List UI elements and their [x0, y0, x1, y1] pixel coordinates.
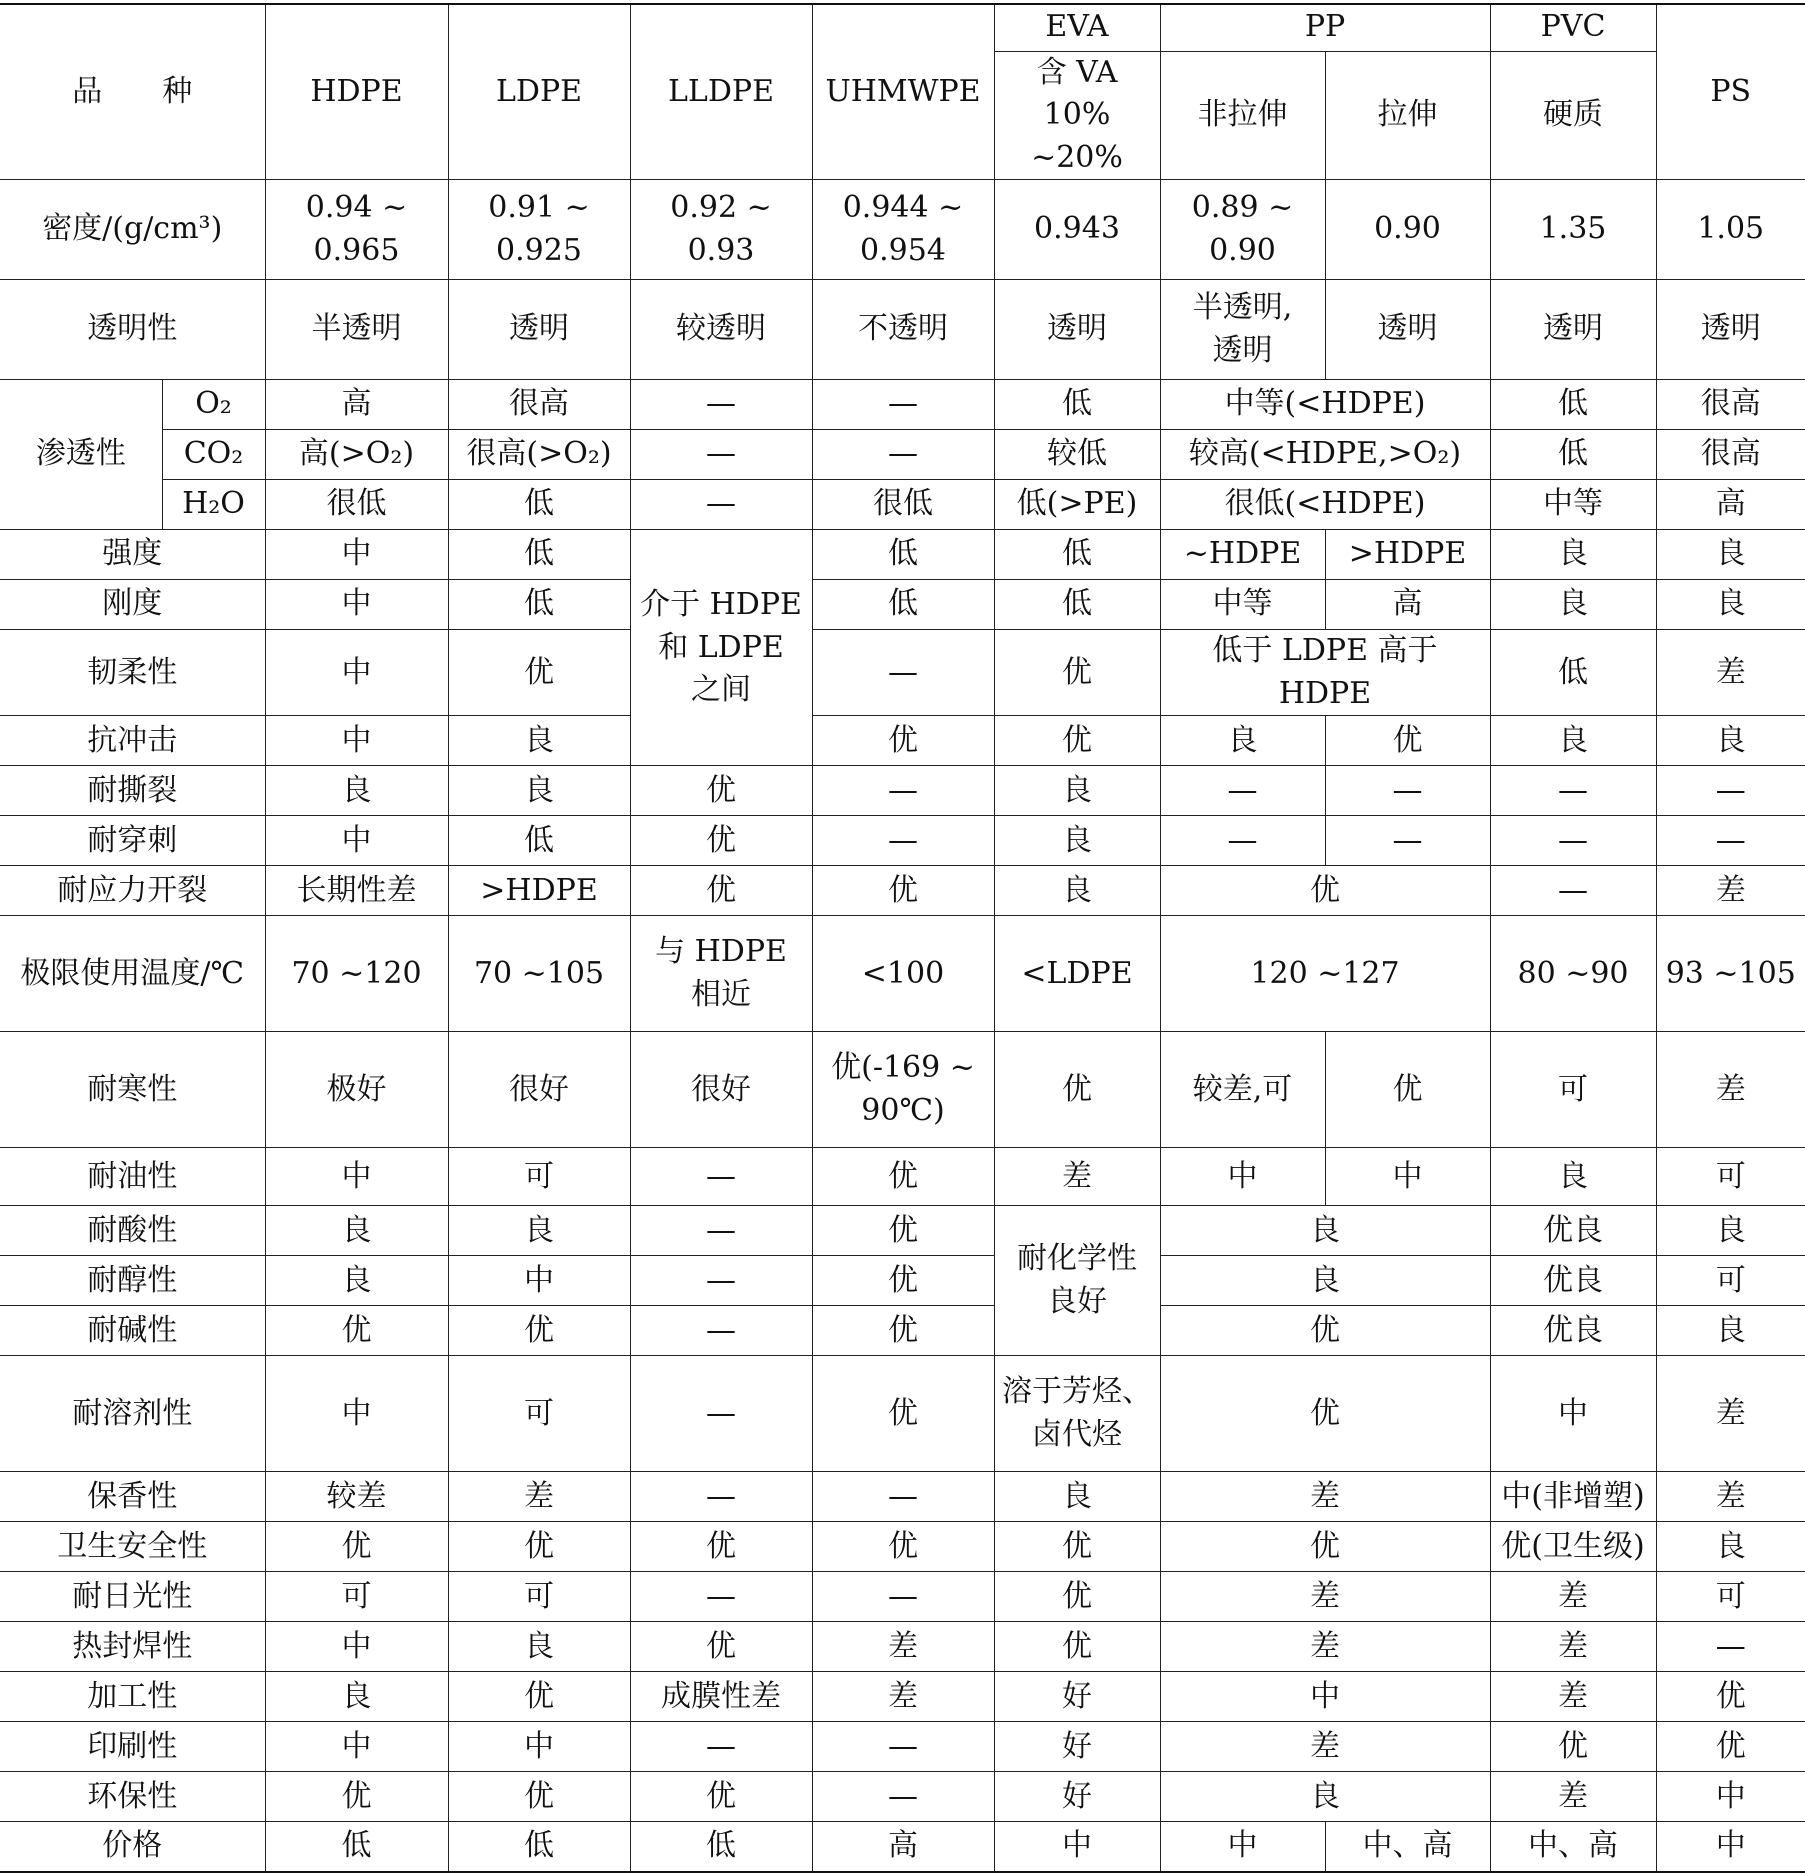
alkali-ps: 良	[1656, 1306, 1805, 1356]
permeability-h2o-uhmwpe: 很低	[812, 480, 994, 530]
stiffness-ldpe: 低	[448, 580, 630, 630]
temp-pvc: 80 ~90	[1490, 916, 1656, 1032]
acid-hdpe: 良	[265, 1206, 448, 1256]
temp-lldpe-line1: 与 HDPE	[655, 934, 787, 970]
temp-eva: <LDPE	[994, 916, 1160, 1032]
strength-hdpe: 中	[265, 530, 448, 580]
print-ldpe: 中	[448, 1722, 630, 1772]
temp-uhmwpe: <100	[812, 916, 994, 1032]
density-uhmwpe-line1: 0.944 ~	[842, 190, 964, 226]
tear-ldpe: 良	[448, 766, 630, 816]
stiffness-eva: 低	[994, 580, 1160, 630]
acid-label: 耐酸性	[0, 1206, 265, 1256]
impact-pp-str: 优	[1325, 716, 1490, 766]
tear-pp-non: —	[1160, 766, 1325, 816]
impact-uhmwpe: 优	[812, 716, 994, 766]
cold-lldpe: 很好	[630, 1032, 812, 1148]
eco-ps: 中	[1656, 1772, 1805, 1822]
strength-pp-non: ~HDPE	[1160, 530, 1325, 580]
lldpe-between-line2: 和 LDPE	[658, 629, 784, 665]
print-lldpe: —	[630, 1722, 812, 1772]
puncture-pp-non: —	[1160, 816, 1325, 866]
density-eva: 0.943	[994, 180, 1160, 280]
permeability-o2-eva: 低	[994, 380, 1160, 430]
impact-pp-non: 良	[1160, 716, 1325, 766]
price-hdpe: 低	[265, 1822, 448, 1872]
heat-seal-lldpe: 优	[630, 1622, 812, 1672]
sunlight-ldpe: 可	[448, 1572, 630, 1622]
eva-chem-line1: 耐化学性	[1017, 1241, 1137, 1277]
aroma-lldpe: —	[630, 1472, 812, 1522]
alcohol-pvc: 优良	[1490, 1256, 1656, 1306]
process-hdpe: 良	[265, 1672, 448, 1722]
solvent-hdpe: 中	[265, 1356, 448, 1472]
header-pp-stretch: 拉伸	[1325, 51, 1490, 180]
permeability-h2o-pp: 很低(<HDPE)	[1160, 480, 1490, 530]
heat-seal-uhmwpe: 差	[812, 1622, 994, 1672]
heat-seal-ps: —	[1656, 1622, 1805, 1672]
header-pvc-rigid: 硬质	[1490, 51, 1656, 180]
permeability-co2-hdpe: 高(>O₂)	[265, 430, 448, 480]
hygiene-ldpe: 优	[448, 1522, 630, 1572]
alkali-uhmwpe: 优	[812, 1306, 994, 1356]
temp-ldpe: 70 ~105	[448, 916, 630, 1032]
impact-ldpe: 良	[448, 716, 630, 766]
puncture-uhmwpe: —	[812, 816, 994, 866]
tear-lldpe: 优	[630, 766, 812, 816]
cold-pp-non: 较差,可	[1160, 1032, 1325, 1148]
process-pvc: 差	[1490, 1672, 1656, 1722]
density-ps: 1.05	[1656, 180, 1805, 280]
cold-ps: 差	[1656, 1032, 1805, 1148]
permeability-o2-lldpe: —	[630, 380, 812, 430]
permeability-h2o-ps: 高	[1656, 480, 1805, 530]
density-hdpe-line2: 0.965	[313, 232, 400, 268]
temp-ps: 93 ~105	[1656, 916, 1805, 1032]
oil-uhmwpe: 优	[812, 1148, 994, 1206]
puncture-pp-str: —	[1325, 816, 1490, 866]
heat-seal-label: 热封焊性	[0, 1622, 265, 1672]
eco-hdpe: 优	[265, 1772, 448, 1822]
process-uhmwpe: 差	[812, 1672, 994, 1722]
header-eva: EVA	[994, 4, 1160, 51]
permeability-h2o-ldpe: 低	[448, 480, 630, 530]
eco-pvc: 差	[1490, 1772, 1656, 1822]
properties-table	[0, 3, 1805, 1873]
solvent-pvc: 中	[1490, 1356, 1656, 1472]
oil-ldpe: 可	[448, 1148, 630, 1206]
stress-crack-ps: 差	[1656, 866, 1805, 916]
alkali-ldpe: 优	[448, 1306, 630, 1356]
header-ps: PS	[1656, 4, 1805, 180]
sunlight-uhmwpe: —	[812, 1572, 994, 1622]
strength-uhmwpe: 低	[812, 530, 994, 580]
acid-pvc: 优良	[1490, 1206, 1656, 1256]
cold-uhmwpe-line2: 90℃)	[861, 1092, 945, 1128]
temp-lldpe-line2: 相近	[691, 976, 751, 1012]
permeability-o2-pvc: 低	[1490, 380, 1656, 430]
density-pvc: 1.35	[1490, 180, 1656, 280]
price-lldpe: 低	[630, 1822, 812, 1872]
cold-eva: 优	[994, 1032, 1160, 1148]
density-lldpe-line2: 0.93	[687, 232, 755, 268]
sunlight-pp: 差	[1160, 1572, 1490, 1622]
process-pp: 中	[1160, 1672, 1490, 1722]
header-lldpe: LLDPE	[630, 4, 812, 180]
density-hdpe	[265, 180, 448, 280]
aroma-ps: 差	[1656, 1472, 1805, 1522]
stress-crack-lldpe: 优	[630, 866, 812, 916]
header-pp: PP	[1160, 4, 1490, 51]
density-lldpe-line1: 0.92 ~	[670, 190, 772, 226]
print-hdpe: 中	[265, 1722, 448, 1772]
tear-pvc: —	[1490, 766, 1656, 816]
strength-pvc: 良	[1490, 530, 1656, 580]
header-ldpe: LDPE	[448, 4, 630, 180]
toughness-uhmwpe: —	[812, 630, 994, 716]
permeability-o2-uhmwpe: —	[812, 380, 994, 430]
transparency-pp-str: 透明	[1325, 280, 1490, 380]
puncture-pvc: —	[1490, 816, 1656, 866]
cold-label: 耐寒性	[0, 1032, 265, 1148]
stress-crack-eva: 良	[994, 866, 1160, 916]
stress-crack-pp: 优	[1160, 866, 1490, 916]
stiffness-pp-str: 高	[1325, 580, 1490, 630]
transparency-uhmwpe: 不透明	[812, 280, 994, 380]
header-eva-sub	[994, 51, 1160, 180]
stiffness-pp-non: 中等	[1160, 580, 1325, 630]
stiffness-ps: 良	[1656, 580, 1805, 630]
eco-label: 环保性	[0, 1772, 265, 1822]
alkali-pp: 优	[1160, 1306, 1490, 1356]
temp-label: 极限使用温度/℃	[0, 916, 265, 1032]
puncture-eva: 良	[994, 816, 1160, 866]
oil-label: 耐油性	[0, 1148, 265, 1206]
alcohol-pp: 良	[1160, 1256, 1490, 1306]
process-ldpe: 优	[448, 1672, 630, 1722]
alcohol-ps: 可	[1656, 1256, 1805, 1306]
toughness-eva: 优	[994, 630, 1160, 716]
price-ldpe: 低	[448, 1822, 630, 1872]
alkali-hdpe: 优	[265, 1306, 448, 1356]
eva-chem-line2: 良好	[1047, 1283, 1107, 1319]
tear-pp-str: —	[1325, 766, 1490, 816]
temp-pp: 120 ~127	[1160, 916, 1490, 1032]
impact-eva: 优	[994, 716, 1160, 766]
oil-pp-str: 中	[1325, 1148, 1490, 1206]
density-ldpe	[448, 180, 630, 280]
alcohol-ldpe: 中	[448, 1256, 630, 1306]
heat-seal-hdpe: 中	[265, 1622, 448, 1672]
stiffness-label: 刚度	[0, 580, 265, 630]
sunlight-pvc: 差	[1490, 1572, 1656, 1622]
toughness-pp: 低于 LDPE 高于 HDPE	[1160, 630, 1490, 716]
header-eva-sub-line1: 含 VA	[1036, 54, 1118, 90]
cold-uhmwpe-line1: 优(-169 ~	[831, 1050, 975, 1086]
solvent-uhmwpe: 优	[812, 1356, 994, 1472]
price-label: 价格	[0, 1822, 265, 1872]
transparency-pp-non-line1: 半透明,	[1192, 290, 1293, 326]
puncture-lldpe: 优	[630, 816, 812, 866]
density-pp-non-line1: 0.89 ~	[1191, 190, 1294, 226]
alkali-lldpe: —	[630, 1306, 812, 1356]
density-ldpe-line1: 0.91 ~	[488, 190, 590, 226]
toughness-ldpe: 优	[448, 630, 630, 716]
eco-eva: 好	[994, 1772, 1160, 1822]
process-ps: 优	[1656, 1672, 1805, 1722]
permeability-o2-ps: 很高	[1656, 380, 1805, 430]
transparency-pvc: 透明	[1490, 280, 1656, 380]
permeability-o2-ldpe: 很高	[448, 380, 630, 430]
price-uhmwpe: 高	[812, 1822, 994, 1872]
density-pp-str: 0.90	[1325, 180, 1490, 280]
density-hdpe-line1: 0.94 ~	[305, 190, 408, 226]
print-pp: 差	[1160, 1722, 1490, 1772]
impact-ps: 良	[1656, 716, 1805, 766]
price-ps: 中	[1656, 1822, 1805, 1872]
acid-lldpe: —	[630, 1206, 812, 1256]
oil-pvc: 良	[1490, 1148, 1656, 1206]
eco-ldpe: 优	[448, 1772, 630, 1822]
header-pp-nonstretch: 非拉伸	[1160, 51, 1325, 180]
solvent-lldpe: —	[630, 1356, 812, 1472]
lldpe-between-line3: 之间	[691, 672, 751, 708]
density-uhmwpe-line2: 0.954	[860, 232, 946, 268]
permeability-label: 渗透性	[0, 380, 162, 530]
permeability-h2o-hdpe: 很低	[265, 480, 448, 530]
sunlight-hdpe: 可	[265, 1572, 448, 1622]
acid-ldpe: 良	[448, 1206, 630, 1256]
solvent-label: 耐溶剂性	[0, 1356, 265, 1472]
toughness-hdpe: 中	[265, 630, 448, 716]
density-label: 密度/(g/cm³)	[0, 180, 265, 280]
cold-pp-str: 优	[1325, 1032, 1490, 1148]
transparency-ps: 透明	[1656, 280, 1805, 380]
stress-crack-ldpe: >HDPE	[448, 866, 630, 916]
puncture-hdpe: 中	[265, 816, 448, 866]
alkali-pvc: 优良	[1490, 1306, 1656, 1356]
transparency-lldpe: 较透明	[630, 280, 812, 380]
stiffness-uhmwpe: 低	[812, 580, 994, 630]
permeability-o2-gas: O₂	[162, 380, 265, 430]
stress-crack-hdpe: 长期性差	[265, 866, 448, 916]
permeability-co2-gas: CO₂	[162, 430, 265, 480]
sunlight-eva: 优	[994, 1572, 1160, 1622]
oil-pp-non: 中	[1160, 1148, 1325, 1206]
hygiene-eva: 优	[994, 1522, 1160, 1572]
toughness-pvc: 低	[1490, 630, 1656, 716]
permeability-h2o-eva: 低(>PE)	[994, 480, 1160, 530]
header-variety: 品 种	[0, 4, 265, 180]
solvent-pp: 优	[1160, 1356, 1490, 1472]
aroma-eva: 良	[994, 1472, 1160, 1522]
print-pvc: 优	[1490, 1722, 1656, 1772]
transparency-pp-non-line2: 透明	[1212, 332, 1273, 368]
solvent-eva-line2: 卤代烃	[1032, 1416, 1122, 1452]
density-pp-non-line2: 0.90	[1209, 232, 1276, 268]
solvent-eva	[994, 1356, 1160, 1472]
cold-hdpe: 极好	[265, 1032, 448, 1148]
permeability-o2-hdpe: 高	[265, 380, 448, 430]
acid-pp: 良	[1160, 1206, 1490, 1256]
cold-pvc: 可	[1490, 1032, 1656, 1148]
hygiene-pp: 优	[1160, 1522, 1490, 1572]
lldpe-between-line1: 介于 HDPE	[640, 586, 802, 622]
alcohol-label: 耐醇性	[0, 1256, 265, 1306]
cold-ldpe: 很好	[448, 1032, 630, 1148]
hygiene-hdpe: 优	[265, 1522, 448, 1572]
impact-label: 抗冲击	[0, 716, 265, 766]
permeability-co2-pp: 较高(<HDPE,>O₂)	[1160, 430, 1490, 480]
tear-uhmwpe: —	[812, 766, 994, 816]
strength-pp-str: >HDPE	[1325, 530, 1490, 580]
density-pp-non	[1160, 180, 1325, 280]
transparency-ldpe: 透明	[448, 280, 630, 380]
toughness-label: 韧柔性	[0, 630, 265, 716]
oil-lldpe: —	[630, 1148, 812, 1206]
process-eva: 好	[994, 1672, 1160, 1722]
aroma-pp: 差	[1160, 1472, 1490, 1522]
permeability-o2-pp: 中等(<HDPE)	[1160, 380, 1490, 430]
transparency-label: 透明性	[0, 280, 265, 380]
header-uhmwpe: UHMWPE	[812, 4, 994, 180]
solvent-eva-line1: 溶于芳烃、	[1002, 1374, 1152, 1410]
print-label: 印刷性	[0, 1722, 265, 1772]
process-lldpe: 成膜性差	[630, 1672, 812, 1722]
solvent-ps: 差	[1656, 1356, 1805, 1472]
hygiene-lldpe: 优	[630, 1522, 812, 1572]
strength-ldpe: 低	[448, 530, 630, 580]
eva-chem-note	[994, 1206, 1160, 1356]
lldpe-between-note	[630, 530, 812, 766]
permeability-h2o-lldpe: —	[630, 480, 812, 530]
hygiene-uhmwpe: 优	[812, 1522, 994, 1572]
permeability-co2-eva: 较低	[994, 430, 1160, 480]
hygiene-ps: 良	[1656, 1522, 1805, 1572]
print-uhmwpe: —	[812, 1722, 994, 1772]
aroma-uhmwpe: —	[812, 1472, 994, 1522]
tear-label: 耐撕裂	[0, 766, 265, 816]
strength-label: 强度	[0, 530, 265, 580]
tear-eva: 良	[994, 766, 1160, 816]
aroma-pvc: 中(非增塑)	[1490, 1472, 1656, 1522]
tear-hdpe: 良	[265, 766, 448, 816]
header-eva-sub-line2: 10% ~20%	[1031, 97, 1123, 175]
heat-seal-pvc: 差	[1490, 1622, 1656, 1672]
aroma-hdpe: 较差	[265, 1472, 448, 1522]
alcohol-lldpe: —	[630, 1256, 812, 1306]
strength-eva: 低	[994, 530, 1160, 580]
permeability-co2-uhmwpe: —	[812, 430, 994, 480]
permeability-co2-pvc: 低	[1490, 430, 1656, 480]
density-ldpe-line2: 0.925	[496, 232, 582, 268]
density-uhmwpe	[812, 180, 994, 280]
heat-seal-eva: 优	[994, 1622, 1160, 1672]
cold-uhmwpe	[812, 1032, 994, 1148]
permeability-co2-lldpe: —	[630, 430, 812, 480]
process-label: 加工性	[0, 1672, 265, 1722]
price-pp-non: 中	[1160, 1822, 1325, 1872]
alkali-label: 耐碱性	[0, 1306, 265, 1356]
heat-seal-pp: 差	[1160, 1622, 1490, 1672]
sunlight-lldpe: —	[630, 1572, 812, 1622]
permeability-co2-ps: 很高	[1656, 430, 1805, 480]
permeability-co2-ldpe: 很高(>O₂)	[448, 430, 630, 480]
strength-ps: 良	[1656, 530, 1805, 580]
aroma-ldpe: 差	[448, 1472, 630, 1522]
permeability-h2o-gas: H₂O	[162, 480, 265, 530]
heat-seal-ldpe: 良	[448, 1622, 630, 1672]
permeability-h2o-pvc: 中等	[1490, 480, 1656, 530]
stress-crack-pvc: —	[1490, 866, 1656, 916]
header-hdpe: HDPE	[265, 4, 448, 180]
transparency-hdpe: 半透明	[265, 280, 448, 380]
print-eva: 好	[994, 1722, 1160, 1772]
stiffness-pvc: 良	[1490, 580, 1656, 630]
hygiene-pvc: 优(卫生级)	[1490, 1522, 1656, 1572]
header-pvc: PVC	[1490, 4, 1656, 51]
aroma-label: 保香性	[0, 1472, 265, 1522]
temp-hdpe: 70 ~120	[265, 916, 448, 1032]
puncture-label: 耐穿刺	[0, 816, 265, 866]
puncture-ps: —	[1656, 816, 1805, 866]
tear-ps: —	[1656, 766, 1805, 816]
transparency-eva: 透明	[994, 280, 1160, 380]
acid-uhmwpe: 优	[812, 1206, 994, 1256]
price-pvc: 中、高	[1490, 1822, 1656, 1872]
oil-ps: 可	[1656, 1148, 1805, 1206]
stress-crack-uhmwpe: 优	[812, 866, 994, 916]
alcohol-hdpe: 良	[265, 1256, 448, 1306]
puncture-ldpe: 低	[448, 816, 630, 866]
price-pp-str: 中、高	[1325, 1822, 1490, 1872]
eco-lldpe: 优	[630, 1772, 812, 1822]
temp-lldpe	[630, 916, 812, 1032]
oil-eva: 差	[994, 1148, 1160, 1206]
transparency-pp-non	[1160, 280, 1325, 380]
density-lldpe	[630, 180, 812, 280]
sunlight-ps: 可	[1656, 1572, 1805, 1622]
eco-pp: 良	[1160, 1772, 1490, 1822]
hygiene-label: 卫生安全性	[0, 1522, 265, 1572]
stiffness-hdpe: 中	[265, 580, 448, 630]
price-eva: 中	[994, 1822, 1160, 1872]
sunlight-label: 耐日光性	[0, 1572, 265, 1622]
toughness-ps: 差	[1656, 630, 1805, 716]
eco-uhmwpe: —	[812, 1772, 994, 1822]
print-ps: 优	[1656, 1722, 1805, 1772]
alcohol-uhmwpe: 优	[812, 1256, 994, 1306]
stress-crack-label: 耐应力开裂	[0, 866, 265, 916]
solvent-ldpe: 可	[448, 1356, 630, 1472]
impact-hdpe: 中	[265, 716, 448, 766]
oil-hdpe: 中	[265, 1148, 448, 1206]
impact-pvc: 良	[1490, 716, 1656, 766]
acid-ps: 良	[1656, 1206, 1805, 1256]
